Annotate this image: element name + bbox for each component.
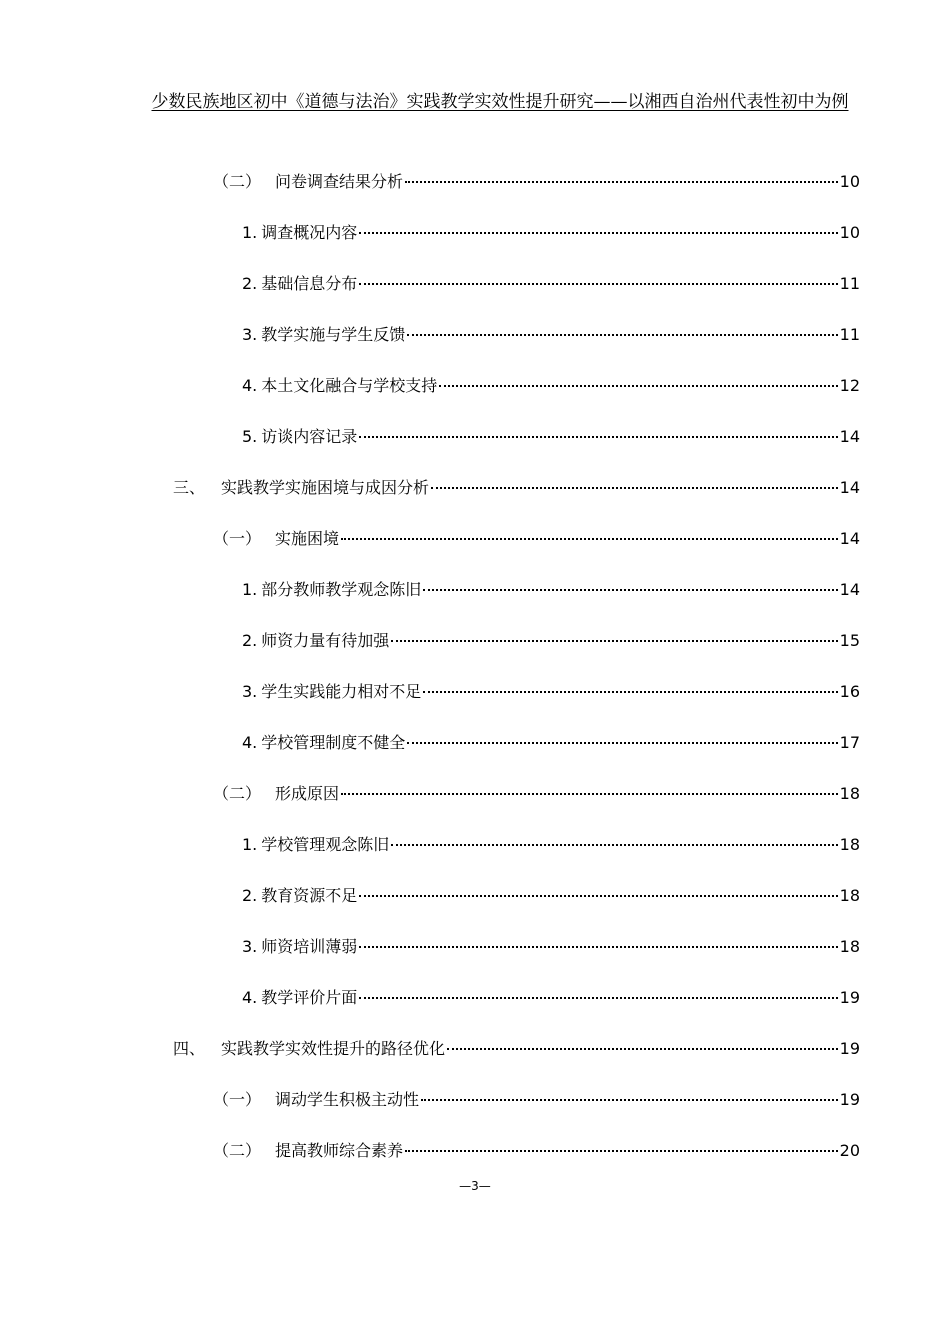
toc-entry-title: 调查概况内容 xyxy=(261,223,358,242)
toc-page-number: 19 xyxy=(839,988,860,1007)
toc-entry-label xyxy=(213,528,339,550)
page-number: —3— xyxy=(459,1179,491,1193)
toc-page-number: 14 xyxy=(839,580,860,599)
toc-entry-label xyxy=(173,1038,445,1060)
toc-entry[interactable] xyxy=(173,1038,860,1060)
toc-dot-leader xyxy=(407,334,837,336)
toc-page-number: 18 xyxy=(839,937,860,956)
toc-entry-title: 教学评价片面 xyxy=(261,988,358,1007)
toc-entry-number: 4. xyxy=(242,733,258,752)
toc-entry-label xyxy=(242,222,357,244)
toc-entry-title: 访谈内容记录 xyxy=(261,427,358,446)
toc-entry-label xyxy=(242,273,357,295)
toc-entry-label xyxy=(242,987,357,1009)
toc-dot-leader xyxy=(359,946,837,948)
toc-entry-label xyxy=(242,426,357,448)
toc-entry-label xyxy=(242,885,357,907)
toc-page-number: 15 xyxy=(839,631,860,650)
toc-page-number: 14 xyxy=(839,529,860,548)
toc-entry-title: 教育资源不足 xyxy=(261,886,358,905)
toc-entry[interactable] xyxy=(242,732,860,754)
toc-dot-leader xyxy=(359,895,837,897)
toc-entry[interactable] xyxy=(173,477,860,499)
toc-entry-label xyxy=(242,630,389,652)
toc-entry[interactable] xyxy=(242,273,860,295)
toc-entry-number: 3. xyxy=(242,325,258,344)
toc-entry-title: 学校管理观念陈旧 xyxy=(261,835,390,854)
toc-entry[interactable] xyxy=(242,834,860,856)
toc-dot-leader xyxy=(405,181,838,183)
toc-entry-title: 提高教师综合素养 xyxy=(275,1141,404,1160)
toc-dot-leader xyxy=(359,436,837,438)
toc-dot-leader xyxy=(341,538,838,540)
toc-entry-label xyxy=(242,324,405,346)
toc-dot-leader xyxy=(359,232,837,234)
toc-dot-leader xyxy=(423,589,837,591)
toc-entry-title: 师资培训薄弱 xyxy=(261,937,358,956)
toc-entry-number: 2. xyxy=(242,886,258,905)
running-header: 少数民族地区初中《道德与法治》实践教学实效性提升研究——以湘西自治州代表性初中为例 xyxy=(151,92,849,112)
toc-entry-number: 4. xyxy=(242,988,258,1007)
toc-dot-leader xyxy=(391,640,837,642)
toc-entry[interactable] xyxy=(242,579,860,601)
toc-entry-number: （一） xyxy=(213,1090,262,1109)
toc-entry-title: 问卷调查结果分析 xyxy=(275,172,404,191)
toc-dot-leader xyxy=(391,844,837,846)
toc-page-number: 20 xyxy=(839,1141,860,1160)
toc-page-number: 11 xyxy=(839,325,860,344)
toc-entry-label xyxy=(213,1089,419,1111)
toc-entry-number: （二） xyxy=(213,1141,262,1160)
toc-page-number: 10 xyxy=(839,172,860,191)
toc-entry-label xyxy=(242,732,405,754)
toc-page-number: 12 xyxy=(839,376,860,395)
toc-page-number: 18 xyxy=(839,886,860,905)
toc-entry-label xyxy=(242,834,389,856)
toc-page-number: 14 xyxy=(839,427,860,446)
toc-entry-number: 四、 xyxy=(173,1039,206,1058)
toc-page-number: 19 xyxy=(839,1039,860,1058)
toc-entry-title: 教学实施与学生反馈 xyxy=(261,325,406,344)
toc-entry-number: （二） xyxy=(213,784,262,803)
toc-entry-title: 本土文化融合与学校支持 xyxy=(261,376,438,395)
toc-entry-number: （二） xyxy=(213,172,262,191)
toc-page-number: 10 xyxy=(839,223,860,242)
toc-entry-number: （一） xyxy=(213,529,262,548)
toc-entry-title: 部分教师教学观念陈旧 xyxy=(261,580,422,599)
toc-entry[interactable] xyxy=(242,375,860,397)
toc-page-number: 16 xyxy=(839,682,860,701)
toc-entry-title: 实践教学实施困境与成因分析 xyxy=(221,478,430,497)
toc-entry[interactable] xyxy=(242,222,860,244)
toc-dot-leader xyxy=(423,691,837,693)
toc-entry-title: 学校管理制度不健全 xyxy=(261,733,406,752)
toc-entry[interactable] xyxy=(242,426,860,448)
toc-entry[interactable] xyxy=(242,630,860,652)
toc-entry-number: 1. xyxy=(242,580,258,599)
toc-entry-title: 调动学生积极主动性 xyxy=(275,1090,420,1109)
toc-entry-number: 2. xyxy=(242,274,258,293)
toc-entry-title: 实践教学实效性提升的路径优化 xyxy=(221,1039,446,1058)
toc-entry[interactable] xyxy=(242,324,860,346)
toc-entry-number: 4. xyxy=(242,376,258,395)
toc-entry-number: 2. xyxy=(242,631,258,650)
toc-entry[interactable] xyxy=(213,1089,860,1111)
toc-page-number: 17 xyxy=(839,733,860,752)
toc-entry-label xyxy=(213,783,339,805)
toc-dot-leader xyxy=(405,1150,838,1152)
toc-page-number: 19 xyxy=(839,1090,860,1109)
toc-dot-leader xyxy=(359,997,837,999)
toc-entry-number: 三、 xyxy=(173,478,206,497)
toc-entry-label xyxy=(242,579,421,601)
toc-entry-label xyxy=(173,477,429,499)
toc-entry-title: 实施困境 xyxy=(275,529,340,548)
toc-entry[interactable] xyxy=(213,171,860,193)
toc-dot-leader xyxy=(421,1099,838,1101)
toc-page-number: 14 xyxy=(839,478,860,497)
toc-dot-leader xyxy=(439,385,837,387)
toc-entry-title: 学生实践能力相对不足 xyxy=(261,682,422,701)
toc-entry-label xyxy=(213,1140,403,1162)
toc-entry-title: 基础信息分布 xyxy=(261,274,358,293)
toc-page-number: 11 xyxy=(839,274,860,293)
toc-entry-label xyxy=(242,936,357,958)
toc-entry-title: 形成原因 xyxy=(275,784,340,803)
toc-entry[interactable] xyxy=(242,885,860,907)
toc-dot-leader xyxy=(431,487,838,489)
toc-entry[interactable] xyxy=(242,987,860,1009)
toc-entry-number: 1. xyxy=(242,835,258,854)
toc-entry[interactable] xyxy=(213,783,860,805)
toc-entry-label xyxy=(213,171,403,193)
toc-entry-title: 师资力量有待加强 xyxy=(261,631,390,650)
toc-entry-number: 3. xyxy=(242,682,258,701)
toc-page-number: 18 xyxy=(839,835,860,854)
toc-entry-number: 3. xyxy=(242,937,258,956)
toc-page-number: 18 xyxy=(839,784,860,803)
toc-entry[interactable] xyxy=(242,936,860,958)
toc-dot-leader xyxy=(341,793,838,795)
toc-entry-number: 5. xyxy=(242,427,258,446)
toc-entry-number: 1. xyxy=(242,223,258,242)
toc-entry-label xyxy=(242,375,437,397)
toc-entry[interactable] xyxy=(213,528,860,550)
toc-dot-leader xyxy=(447,1048,838,1050)
toc-entry[interactable] xyxy=(213,1140,860,1162)
toc-entry-label xyxy=(242,681,421,703)
toc-dot-leader xyxy=(407,742,837,744)
toc-entry[interactable] xyxy=(242,681,860,703)
toc-dot-leader xyxy=(359,283,837,285)
